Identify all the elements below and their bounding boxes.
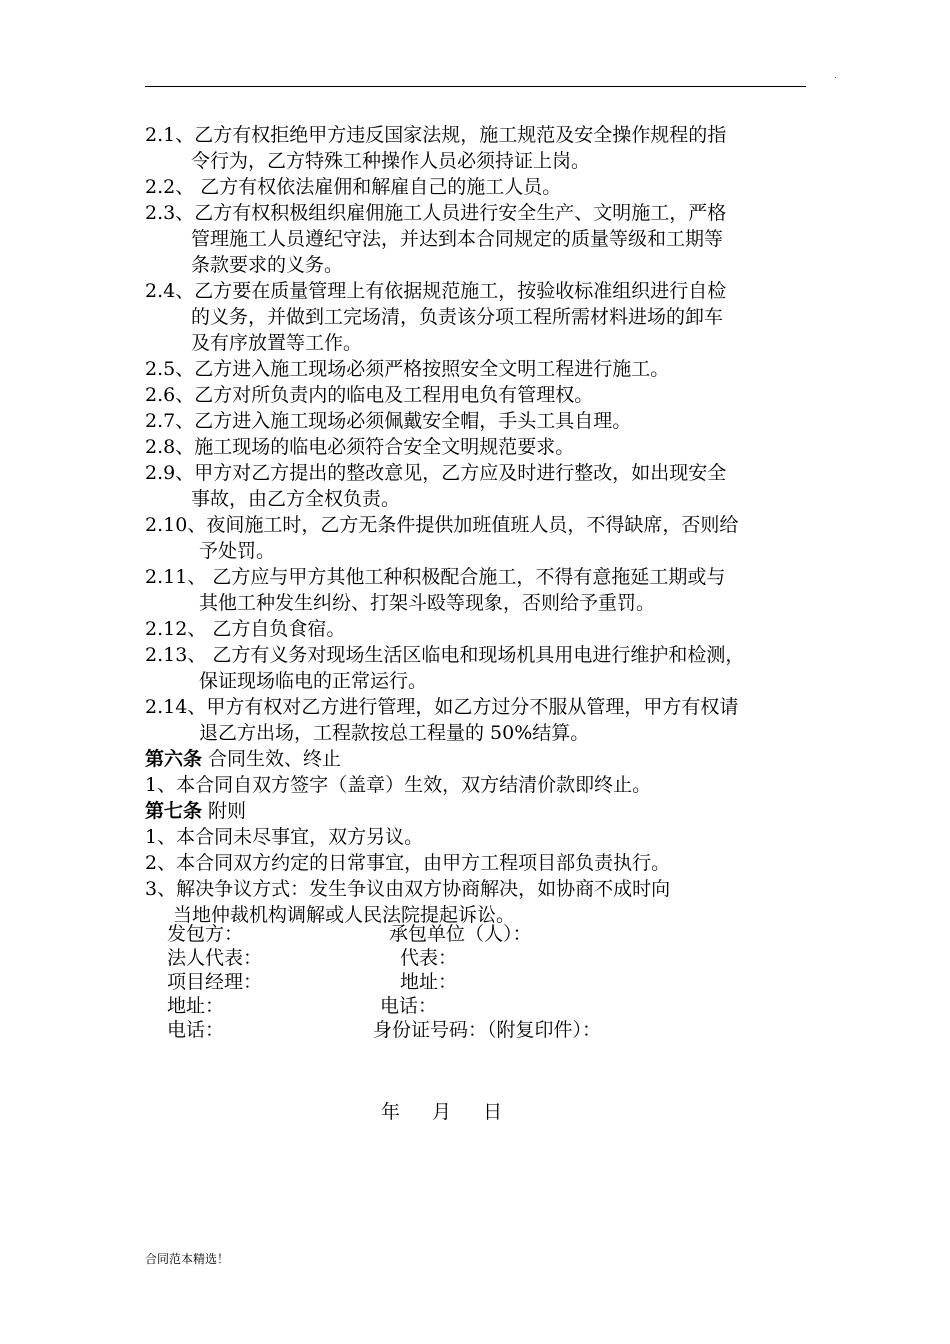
date-year: 年 [381, 1101, 401, 1123]
clause-continuation-line: 保证现场临电的正常运行。 [199, 670, 428, 692]
clause-continuation-line: 的义务，并做到工完场清，负责该分项工程所需材料进场的卸车 [191, 306, 724, 328]
clause-first-line [145, 278, 813, 304]
clause-text: 甲方有权对乙方进行管理，如乙方过分不服从管理，甲方有权请 [206, 696, 739, 718]
clause-number: 2.9 [145, 462, 176, 484]
clause-text: 乙方有权依法雇佣和解雇自己的施工人员。 [194, 176, 562, 198]
clause-first-line [145, 616, 813, 642]
clause-first-line [145, 512, 813, 538]
clause-2-7 [145, 408, 813, 434]
article-7-item-2: 2、本合同双方约定的日常事宜，由甲方工程项目部负责执行。 [145, 852, 671, 874]
clause-2-12 [145, 616, 813, 642]
clause-text: 乙方有权积极组织雇佣施工人员进行安全生产、文明施工，严格 [194, 202, 727, 224]
clause-2-3 [145, 200, 813, 278]
clause-number: 2.11 [145, 566, 188, 588]
clause-first-line [145, 122, 813, 148]
clause-separator: 、 [175, 176, 195, 198]
clause-continuation-line: 予处罚。 [199, 540, 276, 562]
contract-body [145, 122, 813, 928]
clause-separator: 、 [175, 384, 195, 406]
clause-first-line [145, 200, 813, 226]
clause-separator: 、 [187, 618, 207, 640]
date-month: 月 [432, 1101, 452, 1123]
party-b-phone-label: 电话： [380, 995, 438, 1017]
clause-separator: 、 [187, 696, 207, 718]
article-7-title [145, 798, 813, 824]
header-rule [145, 86, 806, 87]
clause-number: 2.13 [145, 644, 188, 666]
clause-text: 乙方进入施工现场必须严格按照安全文明工程进行施工。 [194, 358, 670, 380]
clause-text: 施工现场的临电必须符合安全文明规范要求。 [194, 436, 575, 458]
clause-list [145, 122, 813, 746]
article-6-label: 第六条 [145, 748, 203, 770]
clause-2-13 [145, 642, 813, 694]
clause-separator: 、 [175, 358, 195, 380]
party-a-address-label: 地址： [167, 995, 225, 1017]
article-7-heading: 附则 [202, 800, 247, 822]
party-b-label: 承包单位（人）： [389, 923, 532, 945]
clause-separator: 、 [175, 202, 195, 224]
footer-text: 合同范本精选！ [145, 1252, 230, 1266]
article-6-heading: 合同生效、终止 [202, 748, 342, 770]
clause-continuation-line: 退乙方出场，工程款按总工程量的 50%结算。 [199, 722, 590, 744]
party-a-phone-label: 电话： [167, 1019, 225, 1041]
clause-first-line [145, 356, 813, 382]
clause-2-11 [145, 564, 813, 616]
article-6-item: 1、本合同自双方签字（盖章）生效，双方结清价款即终止。 [145, 774, 652, 796]
clause-2-6 [145, 382, 813, 408]
clause-2-1 [145, 122, 813, 174]
clause-number: 2.14 [145, 696, 188, 718]
date-day: 日 [483, 1101, 503, 1123]
clause-number: 2.2 [145, 176, 176, 198]
party-a-label: 发包方： [167, 923, 244, 945]
clause-2-4 [145, 278, 813, 356]
clause-text: 甲方对乙方提出的整改意见，乙方应及时进行整改，如出现安全 [194, 462, 727, 484]
clause-continuation-line: 令行为，乙方特殊工种操作人员必须持证上岗。 [191, 150, 591, 172]
clause-first-line [145, 460, 813, 486]
clause-continuation-line: 管理施工人员遵纪守法，并达到本合同规定的质量等级和工期等 [191, 228, 724, 250]
clause-separator: 、 [187, 514, 207, 536]
clause-number: 2.5 [145, 358, 176, 380]
clause-number: 2.12 [145, 618, 188, 640]
clause-first-line [145, 408, 813, 434]
clause-text: 乙方进入施工现场必须佩戴安全帽，手头工具自理。 [194, 410, 632, 432]
clause-continuation-line: 其他工种发生纠纷、打架斗殴等现象，否则给予重罚。 [199, 592, 656, 614]
clause-text: 乙方要在质量管理上有依据规范施工，按验收标准组织进行自检 [194, 280, 727, 302]
clause-2-10 [145, 512, 813, 564]
clause-2-9 [145, 460, 813, 512]
clause-text: 乙方应与甲方其他工种积极配合施工，不得有意拖延工期或与 [206, 566, 726, 588]
clause-text: 乙方对所负责内的临电及工程用电负有管理权。 [194, 384, 594, 406]
article-7-item-3: 3、解决争议方式：发生争议由双方协商解决，如协商不成时向 [145, 878, 671, 900]
clause-number: 2.6 [145, 384, 176, 406]
signing-date [381, 1097, 502, 1124]
clause-text: 乙方自负食宿。 [206, 618, 346, 640]
article-7-item-3-continuation: 当地仲裁机构调解或人民法院提起诉讼。 [173, 904, 516, 926]
clause-separator: 、 [175, 280, 195, 302]
clause-number: 2.8 [145, 436, 176, 458]
clause-first-line [145, 564, 813, 590]
clause-2-8 [145, 434, 813, 460]
clause-separator: 、 [175, 410, 195, 432]
clause-separator: 、 [175, 124, 195, 146]
clause-continuation-line: 条款要求的义务。 [191, 254, 344, 276]
legal-rep-label: 法人代表： [167, 947, 263, 969]
clause-separator: 、 [187, 644, 207, 666]
clause-continuation-line: 事故，由乙方全权负责。 [191, 488, 401, 510]
clause-number: 2.1 [145, 124, 176, 146]
clause-continuation-line: 及有序放置等工作。 [191, 332, 363, 354]
article-7-item-1: 1、本合同未尽事宜，双方另议。 [145, 826, 424, 848]
clause-number: 2.3 [145, 202, 176, 224]
clause-2-5 [145, 356, 813, 382]
clause-number: 2.7 [145, 410, 176, 432]
clause-text: 乙方有权拒绝甲方违反国家法规，施工规范及安全操作规程的指 [194, 124, 727, 146]
party-b-address-label: 地址： [400, 971, 458, 993]
clause-first-line [145, 382, 813, 408]
clause-2-14 [145, 694, 813, 746]
clause-text: 夜间施工时，乙方无条件提供加班值班人员，不得缺席，否则给 [206, 514, 739, 536]
clause-number: 2.4 [145, 280, 176, 302]
clause-separator: 、 [187, 566, 207, 588]
clause-separator: 、 [175, 436, 195, 458]
article-7-label: 第七条 [145, 800, 203, 822]
clause-2-2 [145, 174, 813, 200]
clause-separator: 、 [175, 462, 195, 484]
clause-text: 乙方有义务对现场生活区临电和现场机具用电进行维护和检测， [206, 644, 745, 666]
id-number-label: 身份证号码：（附复印件）： [373, 1019, 602, 1041]
clause-first-line [145, 174, 813, 200]
header-mark: . [834, 70, 837, 81]
clause-number: 2.10 [145, 514, 188, 536]
project-manager-label: 项目经理： [167, 971, 263, 993]
clause-first-line [145, 642, 813, 668]
article-6-title [145, 746, 813, 772]
representative-label: 代表： [400, 947, 458, 969]
clause-first-line [145, 694, 813, 720]
clause-first-line [145, 434, 813, 460]
